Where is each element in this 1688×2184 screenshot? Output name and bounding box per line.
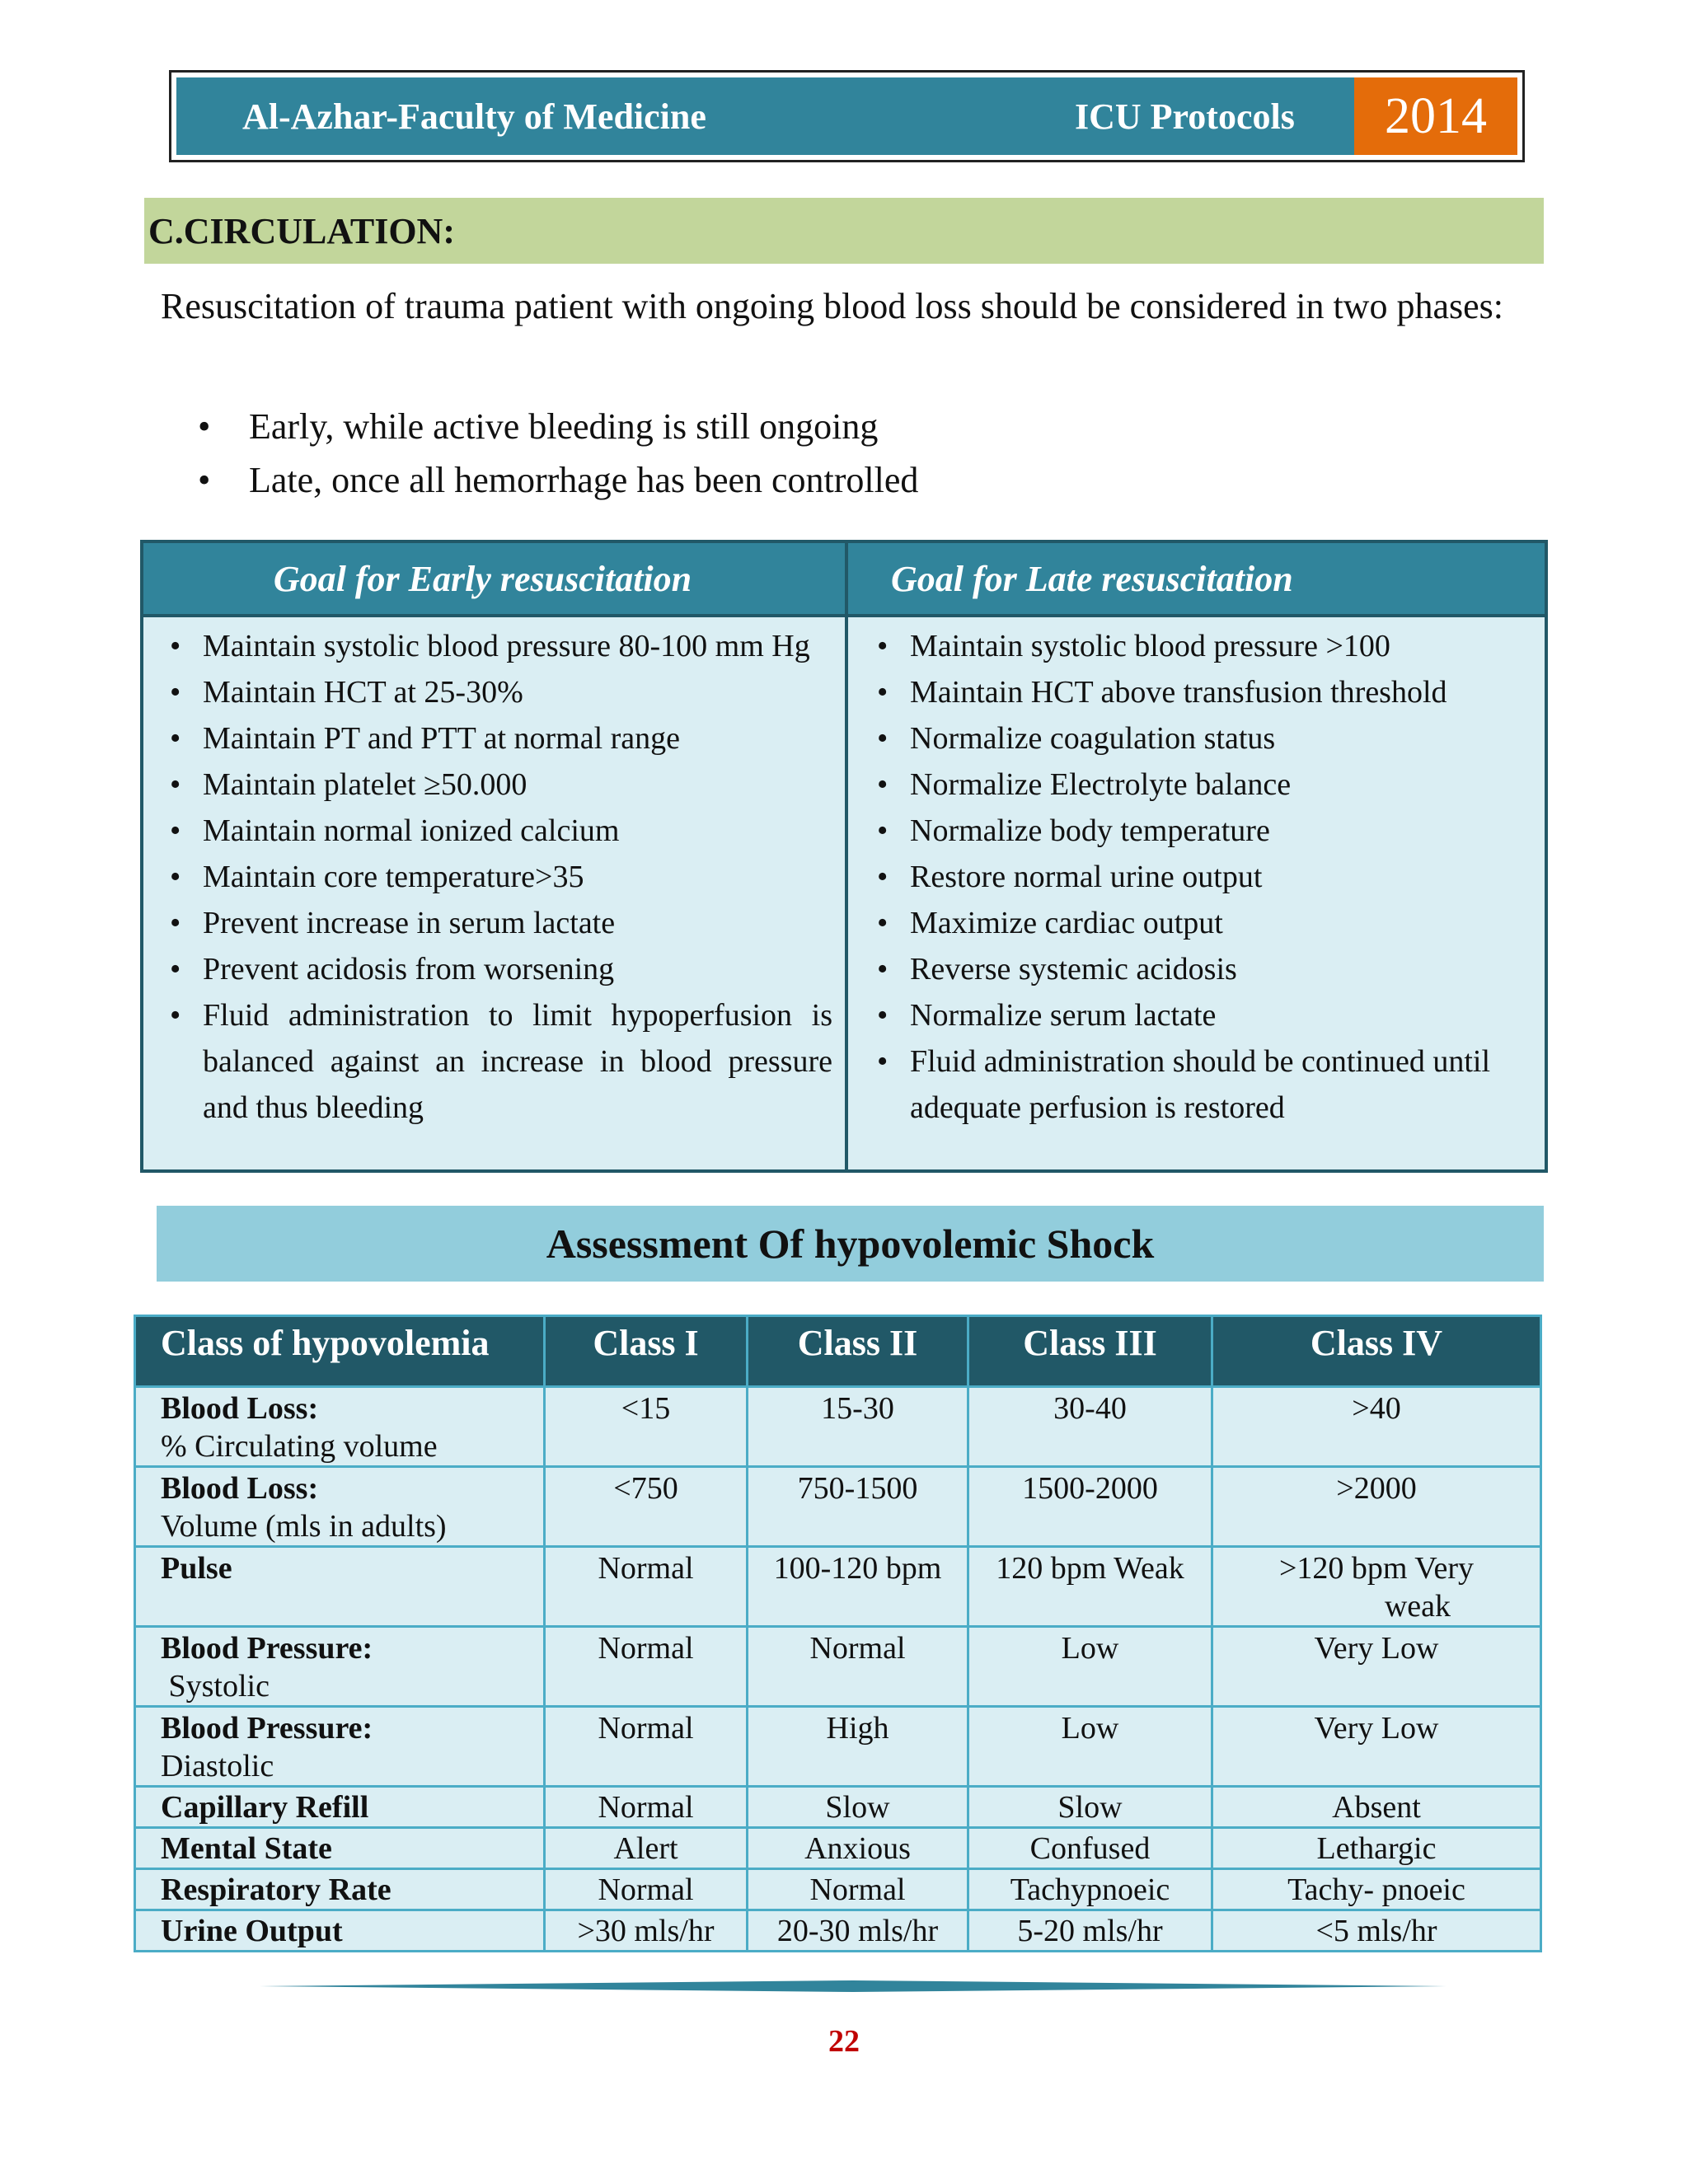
table-row xyxy=(135,1910,1541,1952)
list-item-text: Maintain platelet ≥50.000 xyxy=(203,767,528,802)
table-cell: 100-120 bpm xyxy=(748,1547,968,1627)
list-item xyxy=(869,854,1528,900)
row-label xyxy=(135,1627,545,1707)
phase-list xyxy=(198,400,918,507)
table-cell: 1500-2000 xyxy=(968,1467,1212,1547)
table-cell: Very Low xyxy=(1212,1707,1541,1787)
row-label xyxy=(135,1707,545,1787)
list-item-text: Prevent increase in serum lactate xyxy=(203,906,616,940)
header-title: ICU Protocols xyxy=(1075,96,1295,137)
table-cell: Slow xyxy=(748,1787,968,1828)
row-label-sub: Diastolic xyxy=(161,1749,274,1783)
table-cell: >2000 xyxy=(1212,1467,1541,1547)
table-row xyxy=(135,1869,1541,1910)
bullet-icon: • xyxy=(198,460,211,500)
list-item xyxy=(162,854,832,900)
list-item-text: Maintain HCT at 25-30% xyxy=(203,675,523,710)
section-heading-band xyxy=(144,198,1544,264)
row-label xyxy=(135,1910,545,1952)
list-item xyxy=(869,623,1528,669)
bullet-icon: • xyxy=(170,952,181,987)
section-title: C.CIRCULATION: xyxy=(148,210,455,251)
row-label-bold: Urine Output xyxy=(161,1914,343,1948)
list-item-text: Early, while active bleeding is still ongoing xyxy=(249,406,879,447)
column-header: Class III xyxy=(968,1316,1212,1387)
table-cell: Normal xyxy=(545,1707,748,1787)
table-cell: Confused xyxy=(968,1828,1212,1869)
row-label-bold: Blood Loss: xyxy=(161,1471,319,1506)
bullet-icon: • xyxy=(877,952,889,987)
row-label-bold: Respiratory Rate xyxy=(161,1872,392,1907)
list-item xyxy=(869,1038,1528,1131)
table-cell: Lethargic xyxy=(1212,1828,1541,1869)
bullet-icon: • xyxy=(170,998,181,1033)
bullet-icon: • xyxy=(877,998,889,1033)
table-cell: Low xyxy=(968,1707,1212,1787)
bullet-icon: • xyxy=(170,860,181,894)
list-item-text: Normalize body temperature xyxy=(910,813,1270,848)
list-item-text: Maintain PT and PTT at normal range xyxy=(203,721,681,756)
row-label-bold: Pulse xyxy=(161,1551,232,1586)
table-cell: Normal xyxy=(545,1547,748,1627)
list-item-text: Normalize coagulation status xyxy=(910,721,1276,756)
header-year: 2014 xyxy=(1354,77,1517,155)
row-label xyxy=(135,1547,545,1627)
table-cell: 120 bpm Weak xyxy=(968,1547,1212,1627)
goals-header-late: Goal for Late resuscitation xyxy=(845,543,1545,617)
bullet-icon: • xyxy=(170,813,181,848)
bullet-icon: • xyxy=(170,906,181,940)
bullet-icon: • xyxy=(877,721,889,756)
table-row xyxy=(135,1787,1541,1828)
hypovolemia-table xyxy=(134,1315,1542,1952)
table-cell: 30-40 xyxy=(968,1387,1212,1467)
table-cell: <5 mls/hr xyxy=(1212,1910,1541,1952)
bullet-icon: • xyxy=(877,906,889,940)
page-header xyxy=(169,70,1525,162)
list-item xyxy=(869,715,1528,762)
list-item xyxy=(869,992,1528,1038)
list-item-text: Restore normal urine output xyxy=(910,860,1263,894)
table-cell: 20-30 mls/hr xyxy=(748,1910,968,1952)
table-cell: Normal xyxy=(545,1787,748,1828)
table-cell: Slow xyxy=(968,1787,1212,1828)
table-cell xyxy=(1212,1547,1541,1627)
row-label-bold: Capillary Refill xyxy=(161,1790,369,1825)
bullet-icon: • xyxy=(877,1044,889,1079)
list-item-text: Maximize cardiac output xyxy=(910,906,1223,940)
list-item-text: Prevent acidosis from worsening xyxy=(203,952,615,987)
table-cell: Very Low xyxy=(1212,1627,1541,1707)
bullet-icon: • xyxy=(877,860,889,894)
list-item xyxy=(162,669,832,715)
bullet-icon: • xyxy=(877,813,889,848)
late-goals-list xyxy=(869,623,1528,1131)
row-label xyxy=(135,1869,545,1910)
list-item xyxy=(162,715,832,762)
list-item xyxy=(162,900,832,946)
list-item xyxy=(869,669,1528,715)
header-banner xyxy=(176,77,1517,155)
bullet-icon: • xyxy=(198,406,211,447)
page-number: 22 xyxy=(828,2024,860,2059)
list-item xyxy=(162,762,832,808)
list-item xyxy=(162,992,832,1131)
bullet-icon: • xyxy=(877,767,889,802)
table-cell: <15 xyxy=(545,1387,748,1467)
column-header: Class I xyxy=(545,1316,748,1387)
list-item-text: Normalize serum lactate xyxy=(910,998,1217,1033)
table-cell: Normal xyxy=(545,1869,748,1910)
table-cell: Anxious xyxy=(748,1828,968,1869)
list-item-text: Maintain systolic blood pressure >100 xyxy=(910,629,1390,663)
list-item-text: Fluid administration to limit hypoperfusion is balanced against an increase in blood pressure and thus bleeding xyxy=(203,998,832,1125)
bullet-icon: • xyxy=(170,675,181,710)
row-label-bold: Blood Loss: xyxy=(161,1391,319,1426)
list-item-text: Normalize Electrolyte balance xyxy=(910,767,1292,802)
row-label-sub: % Circulating volume xyxy=(161,1429,438,1464)
table-cell: High xyxy=(748,1707,968,1787)
row-label-sub: Volume (mls in adults) xyxy=(161,1509,447,1544)
intro-paragraph: Resuscitation of trauma patient with ongoing blood loss should be considered in two phases: xyxy=(161,286,1503,326)
footer-divider xyxy=(260,1980,1447,1992)
table-cell: Alert xyxy=(545,1828,748,1869)
table-cell: 5-20 mls/hr xyxy=(968,1910,1212,1952)
bullet-icon: • xyxy=(170,629,181,663)
goals-header-early: Goal for Early resuscitation xyxy=(143,543,845,617)
early-goals-list xyxy=(162,623,832,1131)
table-cell: >30 mls/hr xyxy=(545,1910,748,1952)
bullet-icon: • xyxy=(877,629,889,663)
row-label-bold: Blood Pressure: xyxy=(161,1631,373,1666)
list-item-text: Reverse systemic acidosis xyxy=(910,952,1237,987)
list-item xyxy=(869,808,1528,854)
table-cell: Absent xyxy=(1212,1787,1541,1828)
column-header: Class of hypovolemia xyxy=(135,1316,545,1387)
table-row xyxy=(135,1828,1541,1869)
row-label xyxy=(135,1467,545,1547)
row-label-bold: Blood Pressure: xyxy=(161,1711,373,1746)
list-item xyxy=(869,762,1528,808)
row-label-sub: Systolic xyxy=(161,1669,270,1704)
column-header: Class II xyxy=(748,1316,968,1387)
list-item xyxy=(869,900,1528,946)
bullet-icon: • xyxy=(877,675,889,710)
row-label xyxy=(135,1787,545,1828)
table-cell: Low xyxy=(968,1627,1212,1707)
list-item-text: Maintain systolic blood pressure 80-100 mm Hg xyxy=(203,629,810,663)
header-institution: Al-Azhar-Faculty of Medicine xyxy=(242,96,706,137)
goals-divider xyxy=(845,543,848,1169)
row-label-bold: Mental State xyxy=(161,1831,332,1866)
list-item-text: Fluid administration should be continued until adequate perfusion is restored xyxy=(910,1044,1491,1125)
list-item xyxy=(869,946,1528,992)
list-item-text: Maintain normal ionized calcium xyxy=(203,813,620,848)
row-label xyxy=(135,1828,545,1869)
table-cell: Normal xyxy=(748,1869,968,1910)
bullet-icon: • xyxy=(170,721,181,756)
table-row xyxy=(135,1387,1541,1467)
cell-line: weak xyxy=(1384,1589,1451,1624)
list-item-text: Maintain core temperature>35 xyxy=(203,860,584,894)
assessment-title: Assessment Of hypovolemic Shock xyxy=(546,1221,1155,1267)
goals-table xyxy=(140,540,1548,1173)
table-row xyxy=(135,1627,1541,1707)
list-item-text: Maintain HCT above transfusion threshold xyxy=(910,675,1447,710)
table-cell: 750-1500 xyxy=(748,1467,968,1547)
bullet-icon: • xyxy=(170,767,181,802)
table-row xyxy=(135,1547,1541,1627)
assessment-heading-band xyxy=(157,1206,1544,1282)
table-cell: Tachy- pnoeic xyxy=(1212,1869,1541,1910)
table-row xyxy=(135,1707,1541,1787)
list-item-text: Late, once all hemorrhage has been controlled xyxy=(249,460,919,500)
table-cell: 15-30 xyxy=(748,1387,968,1467)
list-item xyxy=(198,453,918,507)
table-header-row xyxy=(135,1316,1541,1387)
list-item xyxy=(162,623,832,669)
table-cell: Normal xyxy=(545,1627,748,1707)
column-header: Class IV xyxy=(1212,1316,1541,1387)
table-cell: <750 xyxy=(545,1467,748,1547)
table-row xyxy=(135,1467,1541,1547)
table-cell: Tachypnoeic xyxy=(968,1869,1212,1910)
cell-line: >120 bpm Very xyxy=(1278,1551,1475,1586)
table-cell: Normal xyxy=(748,1627,968,1707)
table-cell: >40 xyxy=(1212,1387,1541,1467)
list-item xyxy=(162,808,832,854)
list-item xyxy=(162,946,832,992)
row-label xyxy=(135,1387,545,1467)
list-item xyxy=(198,400,918,453)
